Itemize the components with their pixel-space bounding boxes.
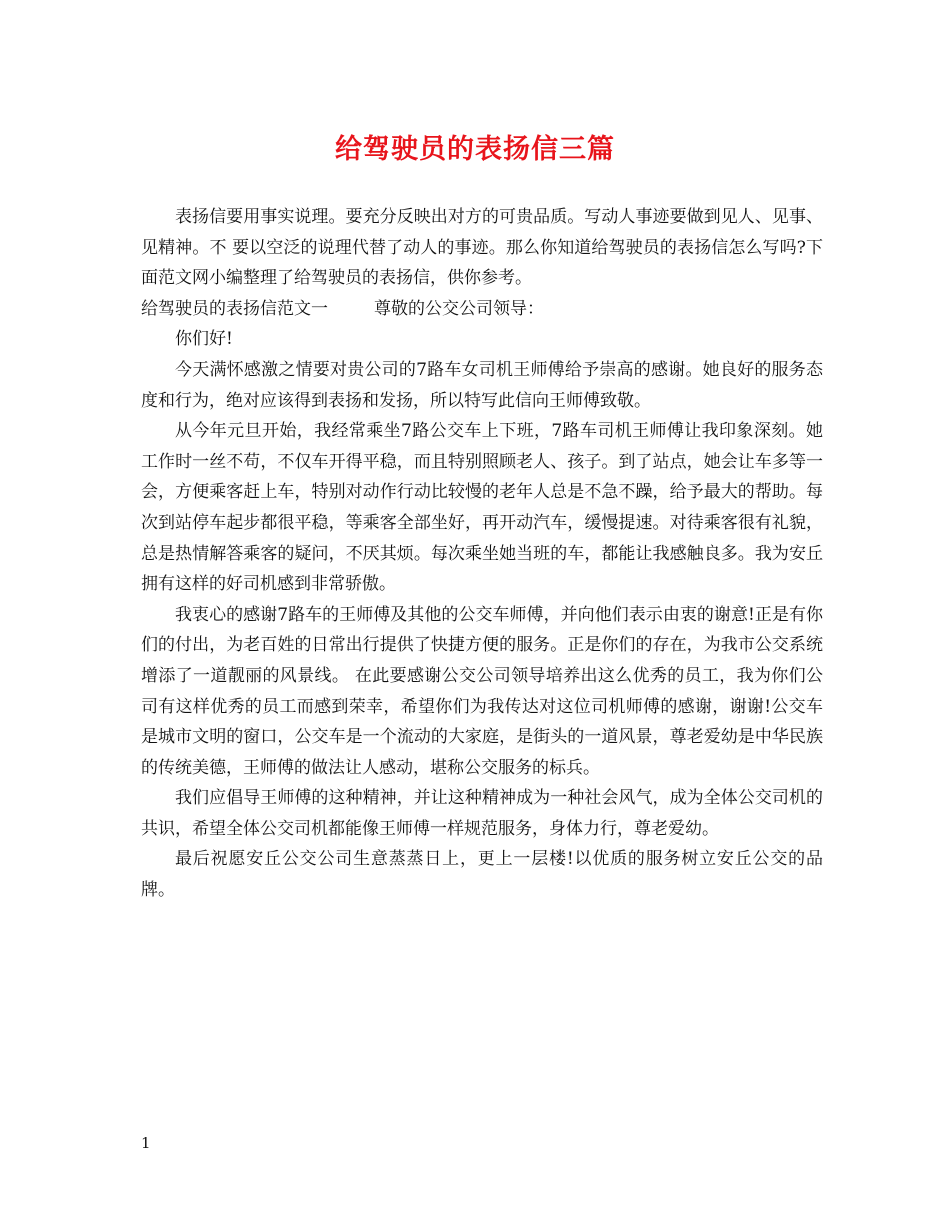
body-paragraph: 今天满怀感激之情要对贵公司的7路车女司机王师傅给予崇高的感谢。她良好的服务态度和行为，绝对应该得到表扬和发扬，所以特写此信向王师傅致敬。 [141, 359, 823, 411]
body-paragraph: 从今年元旦开始，我经常乘坐7路公交车上下班，7路车司机王师傅让我印象深刻。她工作时一丝不苟，不仅车开得平稳，而且特别照顾老人、孩子。到了站点，她会让车多等一会，方便乘客赶上车，特别对动作行动比较慢的老年人总是不急不躁，给予最大的帮助。每次到站停车起步都很平稳，等乘客全部坐好，再开动汽车，缓慢提速。对待乘客很有礼貌，总是热情解答乘客的疑问，不厌其烦。每次乘坐她当班的车，都能让我感触良多。我为安丘拥有这样的好司机感到非常骄傲。 [141, 421, 823, 595]
section-title: 给驾驶员的表扬信范文一 [141, 298, 328, 319]
intro-paragraph: 表扬信要用事实说理。要充分反映出对方的可贵品质。写动人事迹要做到见人、见事、见精神。不 要以空泛的说理代替了动人的事迹。那么你知道给驾驶员的表扬信怎么写吗?下面范文网小编整理了给驾驶员的表扬信，供你参考。 [141, 207, 823, 289]
document-body [141, 202, 823, 906]
body-paragraph: 我衷心的感谢7路车的王师傅及其他的公交车师傅，并向他们表示由衷的谢意!正是有你们的付出，为老百姓的日常出行提供了快捷方便的服务。正是你们的存在，为我市公交系统增添了一道靓丽的风景线。 在此要感谢公交公司领导培养出这么优秀的员工，我为你们公司有这样优秀的员工而感到荣幸，希望你们为我传达对这位司机师傅的感谢，谢谢!公交车是城市文明的窗口，公交车是一个流动的大家庭，是街头的一道风景，尊老爱幼是中华民族的传统美德，王师傅的做法让人感动，堪称公交服务的标兵。 [141, 604, 823, 778]
letter-salutation: 尊敬的公交公司领导： [374, 298, 544, 319]
section-heading-line [141, 294, 823, 325]
body-paragraph: 我们应倡导王师傅的这种精神，并让这种精神成为一种社会风气，成为全体公交司机的共识，希望全体公交司机都能像王师傅一样规范服务，身体力行，尊老爱幼。 [141, 788, 823, 839]
page-number: 1 [141, 1134, 151, 1152]
document-title: 给驾驶员的表扬信三篇 [335, 134, 615, 165]
closing-paragraph: 最后祝愿安丘公交公司生意蒸蒸日上，更上一层楼!以优质的服务树立安丘公交的品牌。 [141, 849, 823, 901]
greeting-paragraph: 你们好! [175, 329, 233, 350]
